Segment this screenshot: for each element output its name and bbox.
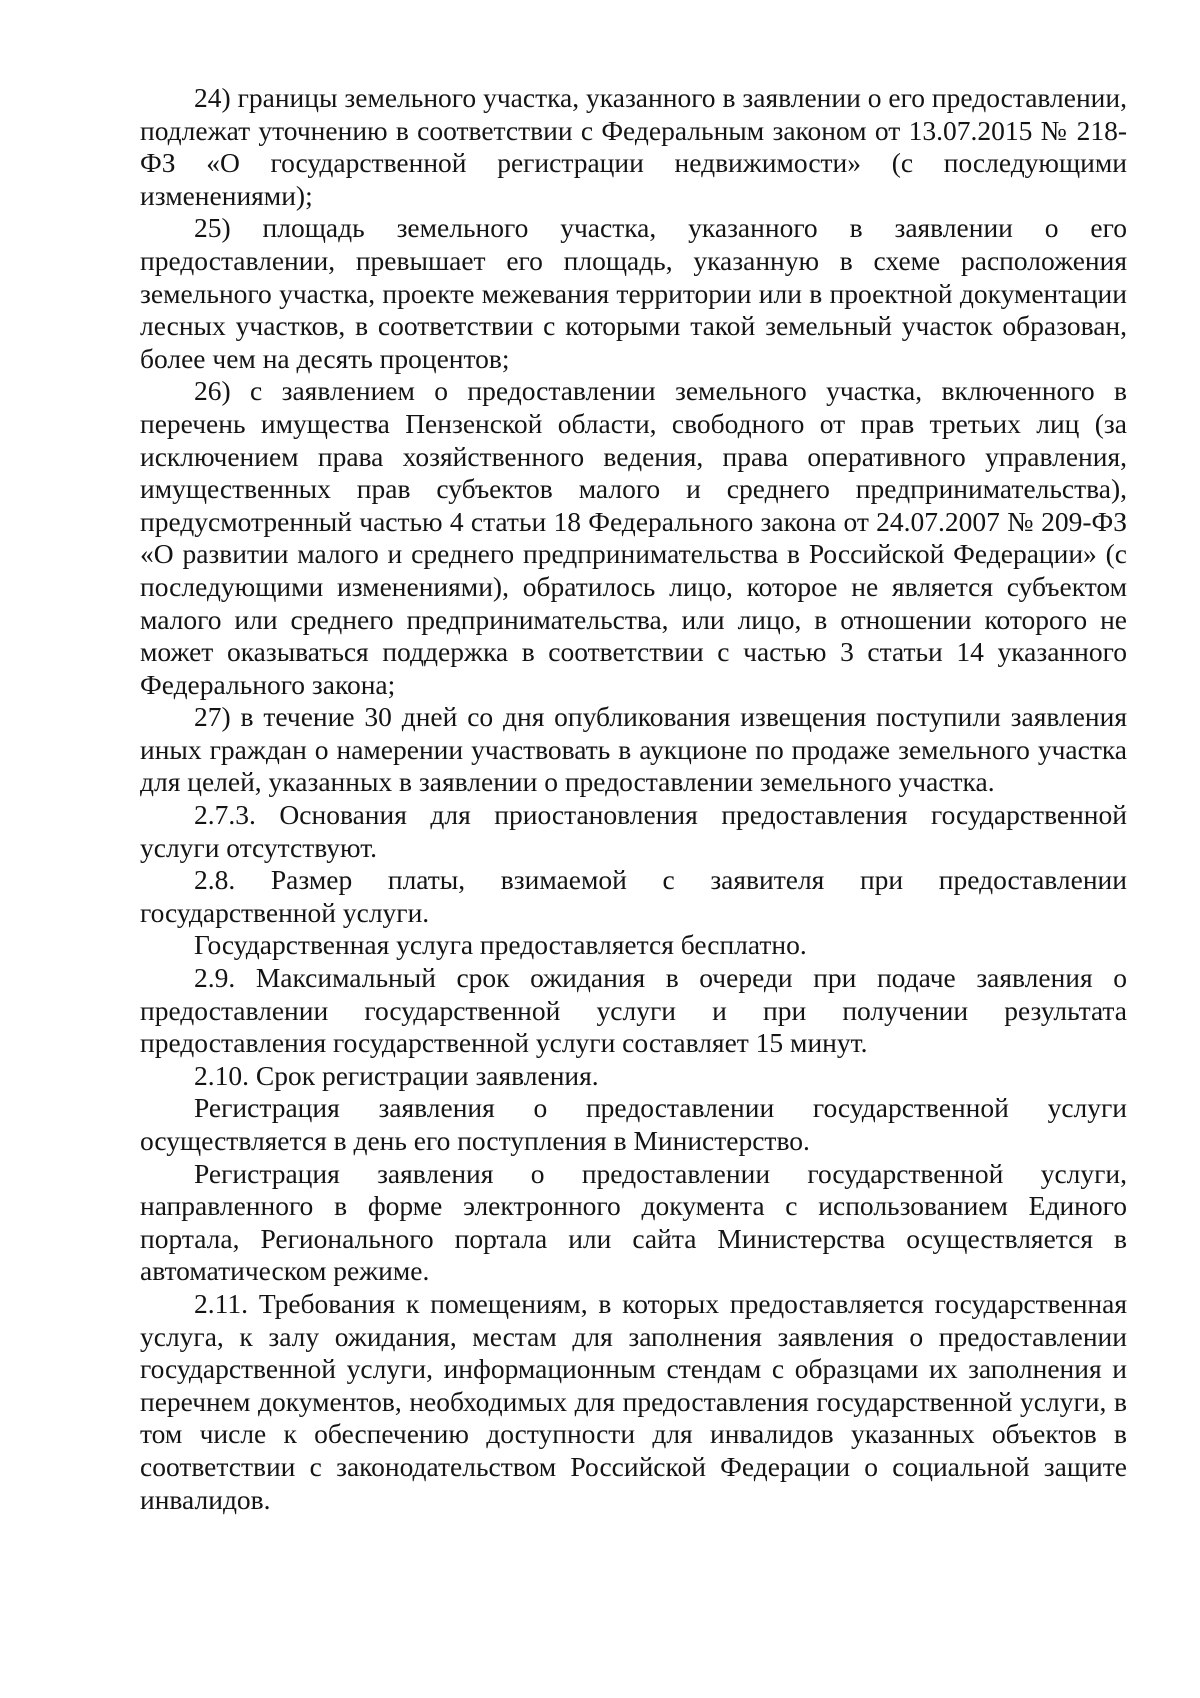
paragraph-free-of-charge: Государственная услуга предоставляется бесплатно. [194, 929, 807, 961]
paragraph-item-25: 25) площадь земельного участка, указанного в заявлении о его предоставлении, превышает его площадь, указанную в схеме расположения земельного участка, проекте межевания территории или в проектной документации лесных участков, в соответствии с которыми такой земельный участок образован, более чем на десять процентов; [140, 212, 1127, 374]
paragraph-item-26: 26) с заявлением о предоставлении земельного участка, включенного в перечень имущества Пензенской области, свободного от прав третьих лиц (за исключением права хозяйственного ведения, права оперативного управления, имущественных прав субъектов малого и среднего предпринимательства), предусмотренный частью 4 статьи 18 Федерального закона от 24.07.2007 № 209-ФЗ «О развитии малого и среднего предпринимательства в Российской Федерации» (с последующими изменениями), обратилось лицо, которое не является субъектом малого или среднего предпринимательства, или лицо, в отношении которого не может оказываться поддержка в соответствии с частью 3 статьи 14 указанного Федерального закона; [140, 375, 1127, 700]
paragraph-registration-electronic: Регистрация заявления о предоставлении государственной услуги, направленного в форме электронного документа с использованием Единого портала, Регионального портала или сайта Министерства осуществляется в автоматическом режиме. [140, 1157, 1127, 1287]
document-body [140, 82, 1127, 1516]
paragraph-2-10: 2.10. Срок регистрации заявления. [194, 1059, 599, 1091]
paragraph-item-27: 27) в течение 30 дней со дня опубликования извещения поступили заявления иных граждан о намерении участвовать в аукционе по продаже земельного участка для целей, указанных в заявлении о предоставлении земельного участка. [140, 701, 1127, 798]
paragraph-registration-day: Регистрация заявления о предоставлении государственной услуги осуществляется в день его поступления в Министерство. [140, 1092, 1127, 1156]
paragraph-2-8: 2.8. Размер платы, взимаемой с заявителя при предоставлении государственной услуги. [140, 864, 1127, 928]
paragraph-item-24: 24) границы земельного участка, указанного в заявлении о его предоставлении, подлежат уточнению в соответствии с Федеральным законом от 13.07.2015 № 218-ФЗ «О государственной регистрации недвижимости» (с последующими изменениями); [140, 82, 1127, 211]
paragraph-2-9: 2.9. Максимальный срок ожидания в очереди при подаче заявления о предоставлении государственной услуги и при получении результата предоставления государственной услуги составляет 15 минут. [140, 962, 1127, 1059]
paragraph-2-7-3: 2.7.3. Основания для приостановления предоставления государственной услуги отсутствуют. [140, 799, 1127, 863]
paragraph-2-11: 2.11. Требования к помещениям, в которых предоставляется государственная услуга, к залу ожидания, местам для заполнения заявления о предоставлении государственной услуги, информационным стендам с образцами их заполнения и перечнем документов, необходимых для предоставления государственной услуги, в том числе к обеспечению доступности для инвалидов указанных объектов в соответствии с законодательством Российской Федерации о социальной защите инвалидов. [140, 1287, 1127, 1515]
